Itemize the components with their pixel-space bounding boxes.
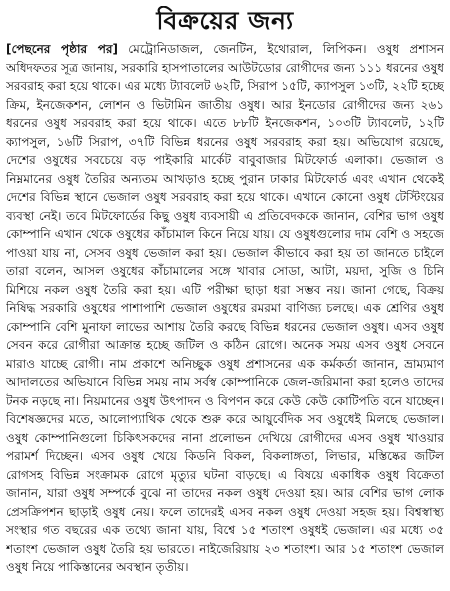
- article-body: [6, 40, 444, 586]
- continued-from-label: [পেছনের পৃষ্ঠার পর]: [6, 42, 118, 56]
- article-headline: বিক্রয়ের জন্য: [156, 6, 294, 35]
- article-body-text: মেট্রোনিডাজল, জেনটিন, ইথোরাল, লিপিকন। ওষুধ প্রশাসন অধিদফতর সূত্র জানায়, সরকারি হাসপাতালের আউটডোর রোগীদের জন্য ১১১ ধরনের ওষুধ সরবরাহ করা হয়ে থাকে। এর মধ্যে ট্যাবলেট ৬২টি, সিরাপ ১৫টি, ক্যাপসুল ১৩টি, ২২টি হচ্ছে ক্রিম, ইনজেকশন, লোশন ও ভিটামিন জাতীয় ওষুধ। আর ইনডোর রোগীদের জন্য ২৬১ ধরনের ওষুধ সরবরাহ করা হয়ে থাকে। এতে ৮৮টি ইনজেকশন, ১০৩টি ট্যাবলেট, ১২টি ক্যাপসুল, ১৬টি সিরাপ, ৩৭টি বিভিন্ন ধরনের ওষুধ সরবরাহ করা হয়। অভিযোগ রয়েছে, দেশের ওষুধের সবচেয়ে বড় পাইকারি মার্কেট বাবুবাজার মিটফোর্ড এলাকা। ভেজাল ও নিম্নমানের ওষুধ তৈরির অন্যতম আখড়াও হচ্ছে পুরান ঢাকার মিটফোর্ড এবং এখান থেকেই দেশের বিভিন্ন স্থানে ভেজাল ওষুধ সরবরাহ করা হয়ে থাকে। এখানে কোনো ওষুধ টেস্টিংয়ের ব্যবস্থা নেই। তবে মিটফোর্ডের কিছু ওষুধ ব্যবসায়ী এ প্রতিবেদককে জানান, বেশির ভাগ ওষুধ কোম্পানি এখান থেকে ওষুধের কাঁচামাল কিনে নিয়ে যায়। যে ওষুধগুলোর দাম বেশি ও সহজে পাওয়া যায় না, সেসব ওষুধ ভেজাল করা হয়। ভেজাল কীভাবে করা হয় তা জানতে চাইলে তারা বলেন, আসল ওষুধের কাঁচামালের সঙ্গে খাবার সোডা, আটা, ময়দা, সুজি ও চিনি মিশিয়ে নকল ওষুধ তৈরি করা হয়। এটি পরীক্ষা ছাড়া ধরা সম্ভব নয়। জানা গেছে, বিক্রয় নিষিদ্ধ সরকারি ওষুধের পাশাপাশি ভেজাল ওষুধের রমরমা বাণিজ্য চলছে। এক শ্রেণির ওষুধ কোম্পানি বেশি মুনাফা লাভের আশায় তৈরি করছে বিভিন্ন ধরনের ভেজাল ওষুধ। এসব ওষুধ সেবন করে রোগীরা আক্রান্ত হচ্ছে জটিল ও কঠিন রোগে। অনেক সময় এসব ওষুধ সেবনে মারাও যাচ্ছে রোগী। নাম প্রকাশে অনিচ্ছুক ওষুধ প্রশাসনের এক কর্মকর্তা জানান, ভ্রাম্যমাণ আদালতের অভিযানে বিভিন্ন সময় নাম সর্বস্ব কোম্পানিকে জেল-জরিমানা করা হলেও তাদের টনক নড়ছে না। নিয়মানের ওষুধ উৎপাদন ও বিপণন করে কেউ কেউ কোটিপতি বনে যাচ্ছেন। বিশেষজ্ঞদের মতে, আলোপ্যাথিক থেকে শুরু করে আয়ুর্বেদিক সব ওষুধেই মিলছে ভেজাল। ওষুধ কোম্পানিগুলো চিকিৎসকদের নানা প্রলোভন দেখিয়ে রোগীদের এসব ওষুধ খাওয়ার পরামর্শ দিচ্ছেন। এসব ওষুধ খেয়ে কিডনি বিকল, বিকলাঙ্গতা, লিভার, মস্তিষ্কের জটিল রোগসহ বিভিন্ন সংক্রামক রোগে মৃত্যুর ঘটনা বাড়ছে। এ বিষয়ে একাধিক ওষুধ বিক্রেতা জানান, যারা ওষুধ সম্পর্কে বুঝে না তাদের নকল ওষুধ দেওয়া হয়। আর বেশির ভাগ লোক প্রেসক্রিপশন ছাড়াই ওষুধ নেয়। ফলে তাদেরই এসব নকল ওষুধ দেওয়া সহজ হয়। বিশ্বস্বাস্থ্য সংস্থার গত বছরের এক তথ্যে জানা যায়, বিশ্বে ১৫ শতাংশ ওষুধই ভেজাল। এর মধ্যে ৩৫ শতাংশ ভেজাল ওষুধ তৈরি হয় ভারতে। নাইজেরিয়ায় ২৩ শতাংশ। আর ১৫ শতাংশ ভেজাল ওষুধ নিয়ে পাকিস্তানের অবস্থান তৃতীয়।: [6, 42, 444, 574]
